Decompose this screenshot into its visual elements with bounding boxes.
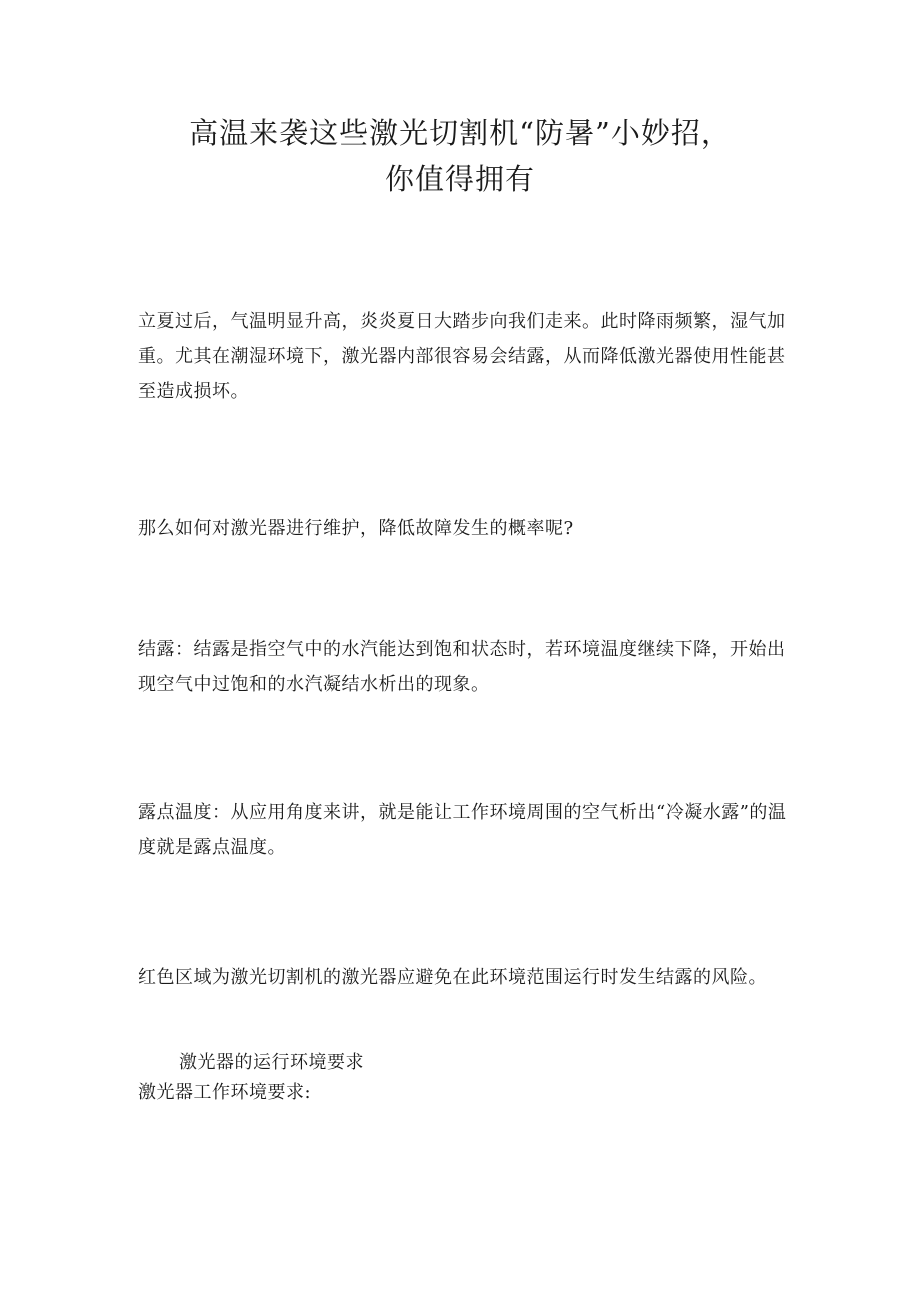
paragraph-condensation: 结露：结露是指空气中的水汽能达到饱和状态时，若环境温度继续下降，开始出现空气中过饱和的水汽凝结水析出的现象。 (138, 639, 786, 695)
paragraph-intro: 立夏过后，气温明显升高，炎炎夏日大踏步向我们走来。此时降雨频繁，湿气加重。尤其在潮湿环境下，激光器内部很容易会结露，从而降低激光器使用性能甚至造成损坏。 (138, 311, 786, 402)
figure-caption: 激光器的运行环境要求 (179, 1052, 364, 1073)
document-title (0, 110, 920, 202)
paragraph-red-zone: 红色区域为激光切割机的激光器应避免在此环境范围运行时发生结露的风险。 (138, 967, 767, 988)
title-line-2: 你值得拥有 (384, 162, 535, 196)
section-label: 激光器工作环境要求: (138, 1082, 312, 1103)
title-line-1: 高温来袭这些激光切割机“防暑”小妙招， (189, 116, 731, 150)
paragraph-dew-point: 露点温度：从应用角度来讲，就是能让工作环境周围的空气析出“冷凝水露”的温度就是露点温度。 (138, 802, 787, 858)
paragraph-question: 那么如何对激光器进行维护，降低故障发生的概率呢? (138, 518, 574, 539)
